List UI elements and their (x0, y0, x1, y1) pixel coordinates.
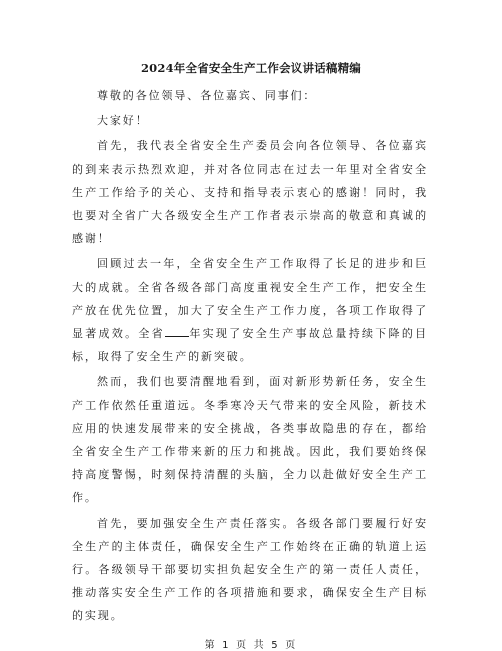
paragraph-2-continuation: 年实现了安全生产事故总量持续下降的目标，取得了安全生产的新突破。 (72, 327, 428, 364)
paragraph-2 (72, 252, 428, 368)
paragraph-3: 然而，我们也要清醒地看到，面对新形势新任务，安全生产工作依然任重道远。冬季寒冷天气带来的安全风险，新技术应用的快速发展带来的安全挑战，各类事故隐患的存在，都给全省安全生产工作带来新的压力和挑战。因此，我们要始终保持高度警惕，时刻保持清醒的头脑，全力以赴做好安全生产工作。 (72, 375, 428, 505)
paragraph-1: 首先，我代表全省安全生产委员会向各位领导、各位嘉宾的到来表示热烈欢迎，并对各位同志在过去一年里对全省安全生产工作给予的关心、支持和指导表示衷心的感谢！同时，我也要对全省广大各级安全生产工作者表示崇高的敬意和真诚的感谢！ (72, 139, 428, 246)
blank-underline (165, 325, 189, 337)
page-footer: 第 1 页 共 5 页 (204, 640, 298, 651)
greeting-line: 尊敬的各位领导、各位嘉宾、同事们： (97, 89, 317, 102)
hello-line: 大家好！ (97, 114, 149, 128)
document-body (72, 84, 428, 630)
document-title: 2024年全省安全生产工作会议讲话稿精编 (140, 61, 361, 75)
paragraph-4: 首先，要加强安全生产责任落实。各级各部门要履行好安全生产的主体责任，确保安全生产工作始终在正确的轨道上运行。各级领导干部要切实担负起安全生产的第一责任人责任，推动落实安全生产工作的各项措施和要求，确保安全生产目标的实现。 (72, 516, 428, 623)
paragraph-2-text: 回顾过去一年，全省安全生产工作取得了长足的进步和巨大的成就。全省各级各部门高度重视安全生产工作，把安全生产放在优先位置，加大了安全生产工作力度，各项工作取得了显著成效。全省 (72, 257, 428, 341)
